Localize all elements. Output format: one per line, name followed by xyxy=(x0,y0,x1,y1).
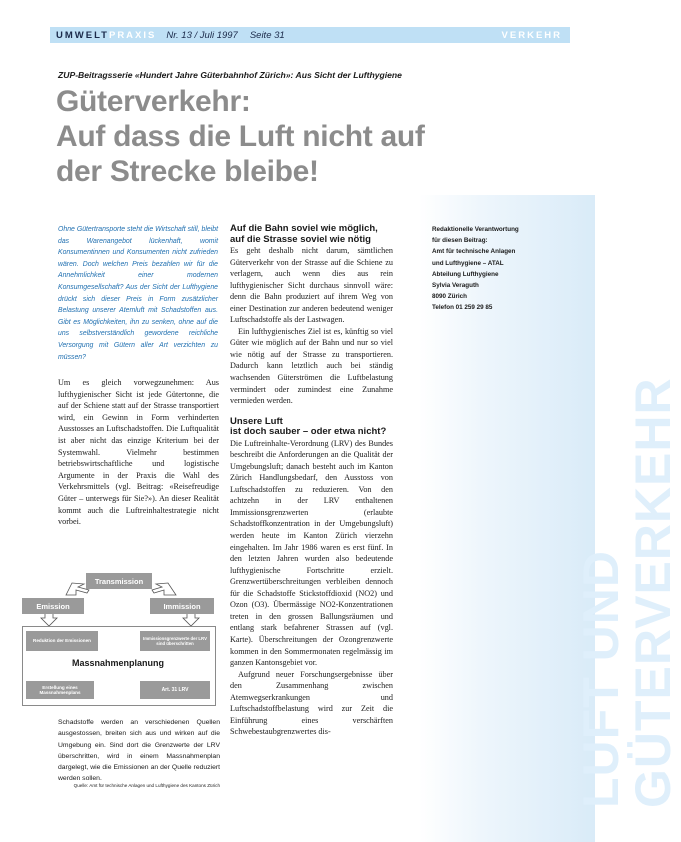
brand-praxis: PRAXIS xyxy=(108,29,157,41)
box-reduction: Reduktion der Emissionen xyxy=(26,631,98,651)
body-paragraph-3: Die Luftreinhalte-Verordnung (LRV) des Bundes beschreibt die Anforderungen an die Qualität der Umgebungsluft; danach besteht auch im Kanton Zürich Handlungsbedarf, den Ausstoss von Luftschadstoffen zu reduzieren. Von den achtzehn in der LRV enthaltenen Immissionsgrenzwerten (erlaubte Schadstoffkonzentration in der Umgebungsluft) werden heute im Kanton Zürich vierzehn eingehalten. Im Jahr 1986 waren es erst fünf. In den letzten Jahren wurden also bedeutende lufthygienische Fortschritte erzielt. Grenzwertüberschreitungen verbleiben dennoch für die Schadstoffe Stickstoffdioxid (NO2) und Ozon (O3). Übermässige NO2-Konzentrationen treten in den grossen Ballungsräumen und entlang stark befahrener Strassen auf (vgl. Karte). Überschreitungen der Ozongrenzwerte kommen in den Sommermonaten regelmässig im ganzen Kantonsgebiet vor. xyxy=(230,438,393,668)
body-paragraph-1: Es geht deshalb nicht darum, sämtlichen Güterverkehr von der Strasse auf die Schiene zu verlagern, auch wenn dies aus rein lufthygienischer Sicht durchaus sinnvoll wäre: denn die Bahn produziert auf ihrem Weg von einer Destination zur anderen bedeutend weniger Luftschadstoffe als der Lastwagen. xyxy=(230,246,393,325)
credits-line: und Lufthygiene – ATAL xyxy=(432,259,504,267)
page-title-line2: Auf dass die Luft nicht auf xyxy=(56,120,425,153)
kicker: ZUP-Beitragsserie «Hundert Jahre Güterbahnhof Zürich»: Aus Sicht der Lufthygiene xyxy=(58,70,402,80)
page-number: Seite 31 xyxy=(249,29,285,41)
header-bar xyxy=(50,27,570,43)
credits-line: Telefon 01 259 29 85 xyxy=(432,304,493,312)
page-title xyxy=(56,84,476,189)
credits-line: für diesen Beitrag: xyxy=(432,237,488,245)
body-paragraph-2: Ein lufthygienisches Ziel ist es, künftig so viel Güter wie möglich auf der Bahn und nur so viel wie nötig auf der Strasse zu transportieren. Dadurch kann letztlich auch bei ständig wachsenden Güterströmen die Luftbelastung vermindert oder zumindest eine Zunahme vermieden werden. xyxy=(230,326,393,406)
credits-block xyxy=(432,224,562,314)
box-create-plan: Erstellung eines Massnahmenplans xyxy=(26,681,94,699)
credits-line: Redaktionelle Verantwortung xyxy=(432,226,519,233)
vertical-title-line1: LUFT UND xyxy=(573,550,629,808)
box-article: Art. 31 LRV xyxy=(140,681,210,699)
subheading-2 xyxy=(230,417,393,438)
credits-line: 8090 Zürich xyxy=(432,293,467,301)
body-paragraph-4: Aufgrund neuer Forschungsergebnisse über den Zusammenhang zwischen Atemwegserkrankungen und Luftschadstoffbelastung wird zur Zeit die Einführung eines verschärften Schwebestaubgrenzwertes dis- xyxy=(230,669,393,737)
lead-paragraph: Ohne Gütertransporte steht die Wirtschaft still, bleibt das Warenangebot lückenhaft, womit Konsumentinnen und Konsumenten nicht zufrieden wären. Doch welchen Preis bezahlen wir für die Annehmlichkeit einer modernen Konsumgesellschaft? Aus der Sicht der Lufthygiene drückt sich dieser Preis in Form zusätzlicher Belastung unserer Atemluft mit Schadstoffen aus. Gibt es Möglichkeiten, ihn zu senken, ohne auf die uns selbstverständlich gewordene reichliche Versorgung mit Gütern aller Art verzichten zu müssen? xyxy=(58,226,218,361)
section-label: VERKEHR xyxy=(501,29,562,41)
subheading-1-line1: Auf die Bahn soviel wie möglich, xyxy=(230,223,378,234)
subheading-2-line2: ist doch sauber – oder etwa nicht? xyxy=(230,426,387,438)
page-title-line3: der Strecke bleibe! xyxy=(56,155,319,188)
box-transmission: Transmission xyxy=(86,573,152,589)
pollution-diagram xyxy=(22,568,217,706)
box-immission: Immission xyxy=(150,598,214,614)
subheading-1-line2: auf die Strasse soviel wie nötig xyxy=(230,233,371,245)
vertical-title-line2: GÜTERVERKEHR xyxy=(625,377,681,808)
diagram-source: Quelle: Amt für technische Anlagen und Lufthygiene des Kantons Zürich xyxy=(73,783,220,788)
plan-label: Massnahmenplanung xyxy=(71,658,164,668)
intro-paragraph: Um es gleich vorwegzunehmen: Aus lufthygienischer Sicht ist jede Gütertonne, die auf der Schiene statt auf der Strasse transportiert wird, ein Gewinn in Form verhinderten Ausstosses an Luftschadstoffen. Die Luftqualität ist aber nicht das einzige Kriterium bei der Systemwahl. Vielmehr bestimmen betriebswirtschaftliche und logistische Argumente in der Praxis die Wahl des Verkehrsmittels (vgl. Beitrag: «Reisefreudige Güter – unterwegs für Sie?»). An dieser Realität kommt auch die Luftreinhaltestrategie nicht vorbei. xyxy=(58,378,219,527)
brand-umwelt: UMWELT xyxy=(56,29,109,41)
credits-line: Abteilung Lufthygiene xyxy=(432,270,499,278)
arrow-up-right-icon xyxy=(152,583,176,595)
vertical-title xyxy=(575,377,679,808)
credits-line: Sylvia Veraguth xyxy=(432,282,479,290)
page-title-line1: Güterverkehr: xyxy=(56,85,251,118)
credits-line: Amt für technische Anlagen xyxy=(432,248,516,256)
subheading-2-line1: Unsere Luft xyxy=(230,415,283,427)
diagram-caption: Schadstoffe werden an verschiedenen Quellen ausgestossen, breiten sich aus und wirken auf die Umgebung ein. Sind dort die Grenzwerte der LRV überschritten, wird in einem Massnahmenplan dargelegt, wie die Emissionen an der Quelle reduziert werden sollen. xyxy=(58,719,220,783)
box-limits-exceeded: Immissionsgrenzwerte der LRV sind überschritten xyxy=(140,631,210,651)
subheading-1 xyxy=(230,224,393,245)
article-column xyxy=(230,224,393,738)
issue-number: Nr. 13 / Juli 1997 xyxy=(166,29,238,41)
box-emission: Emission xyxy=(22,598,84,614)
